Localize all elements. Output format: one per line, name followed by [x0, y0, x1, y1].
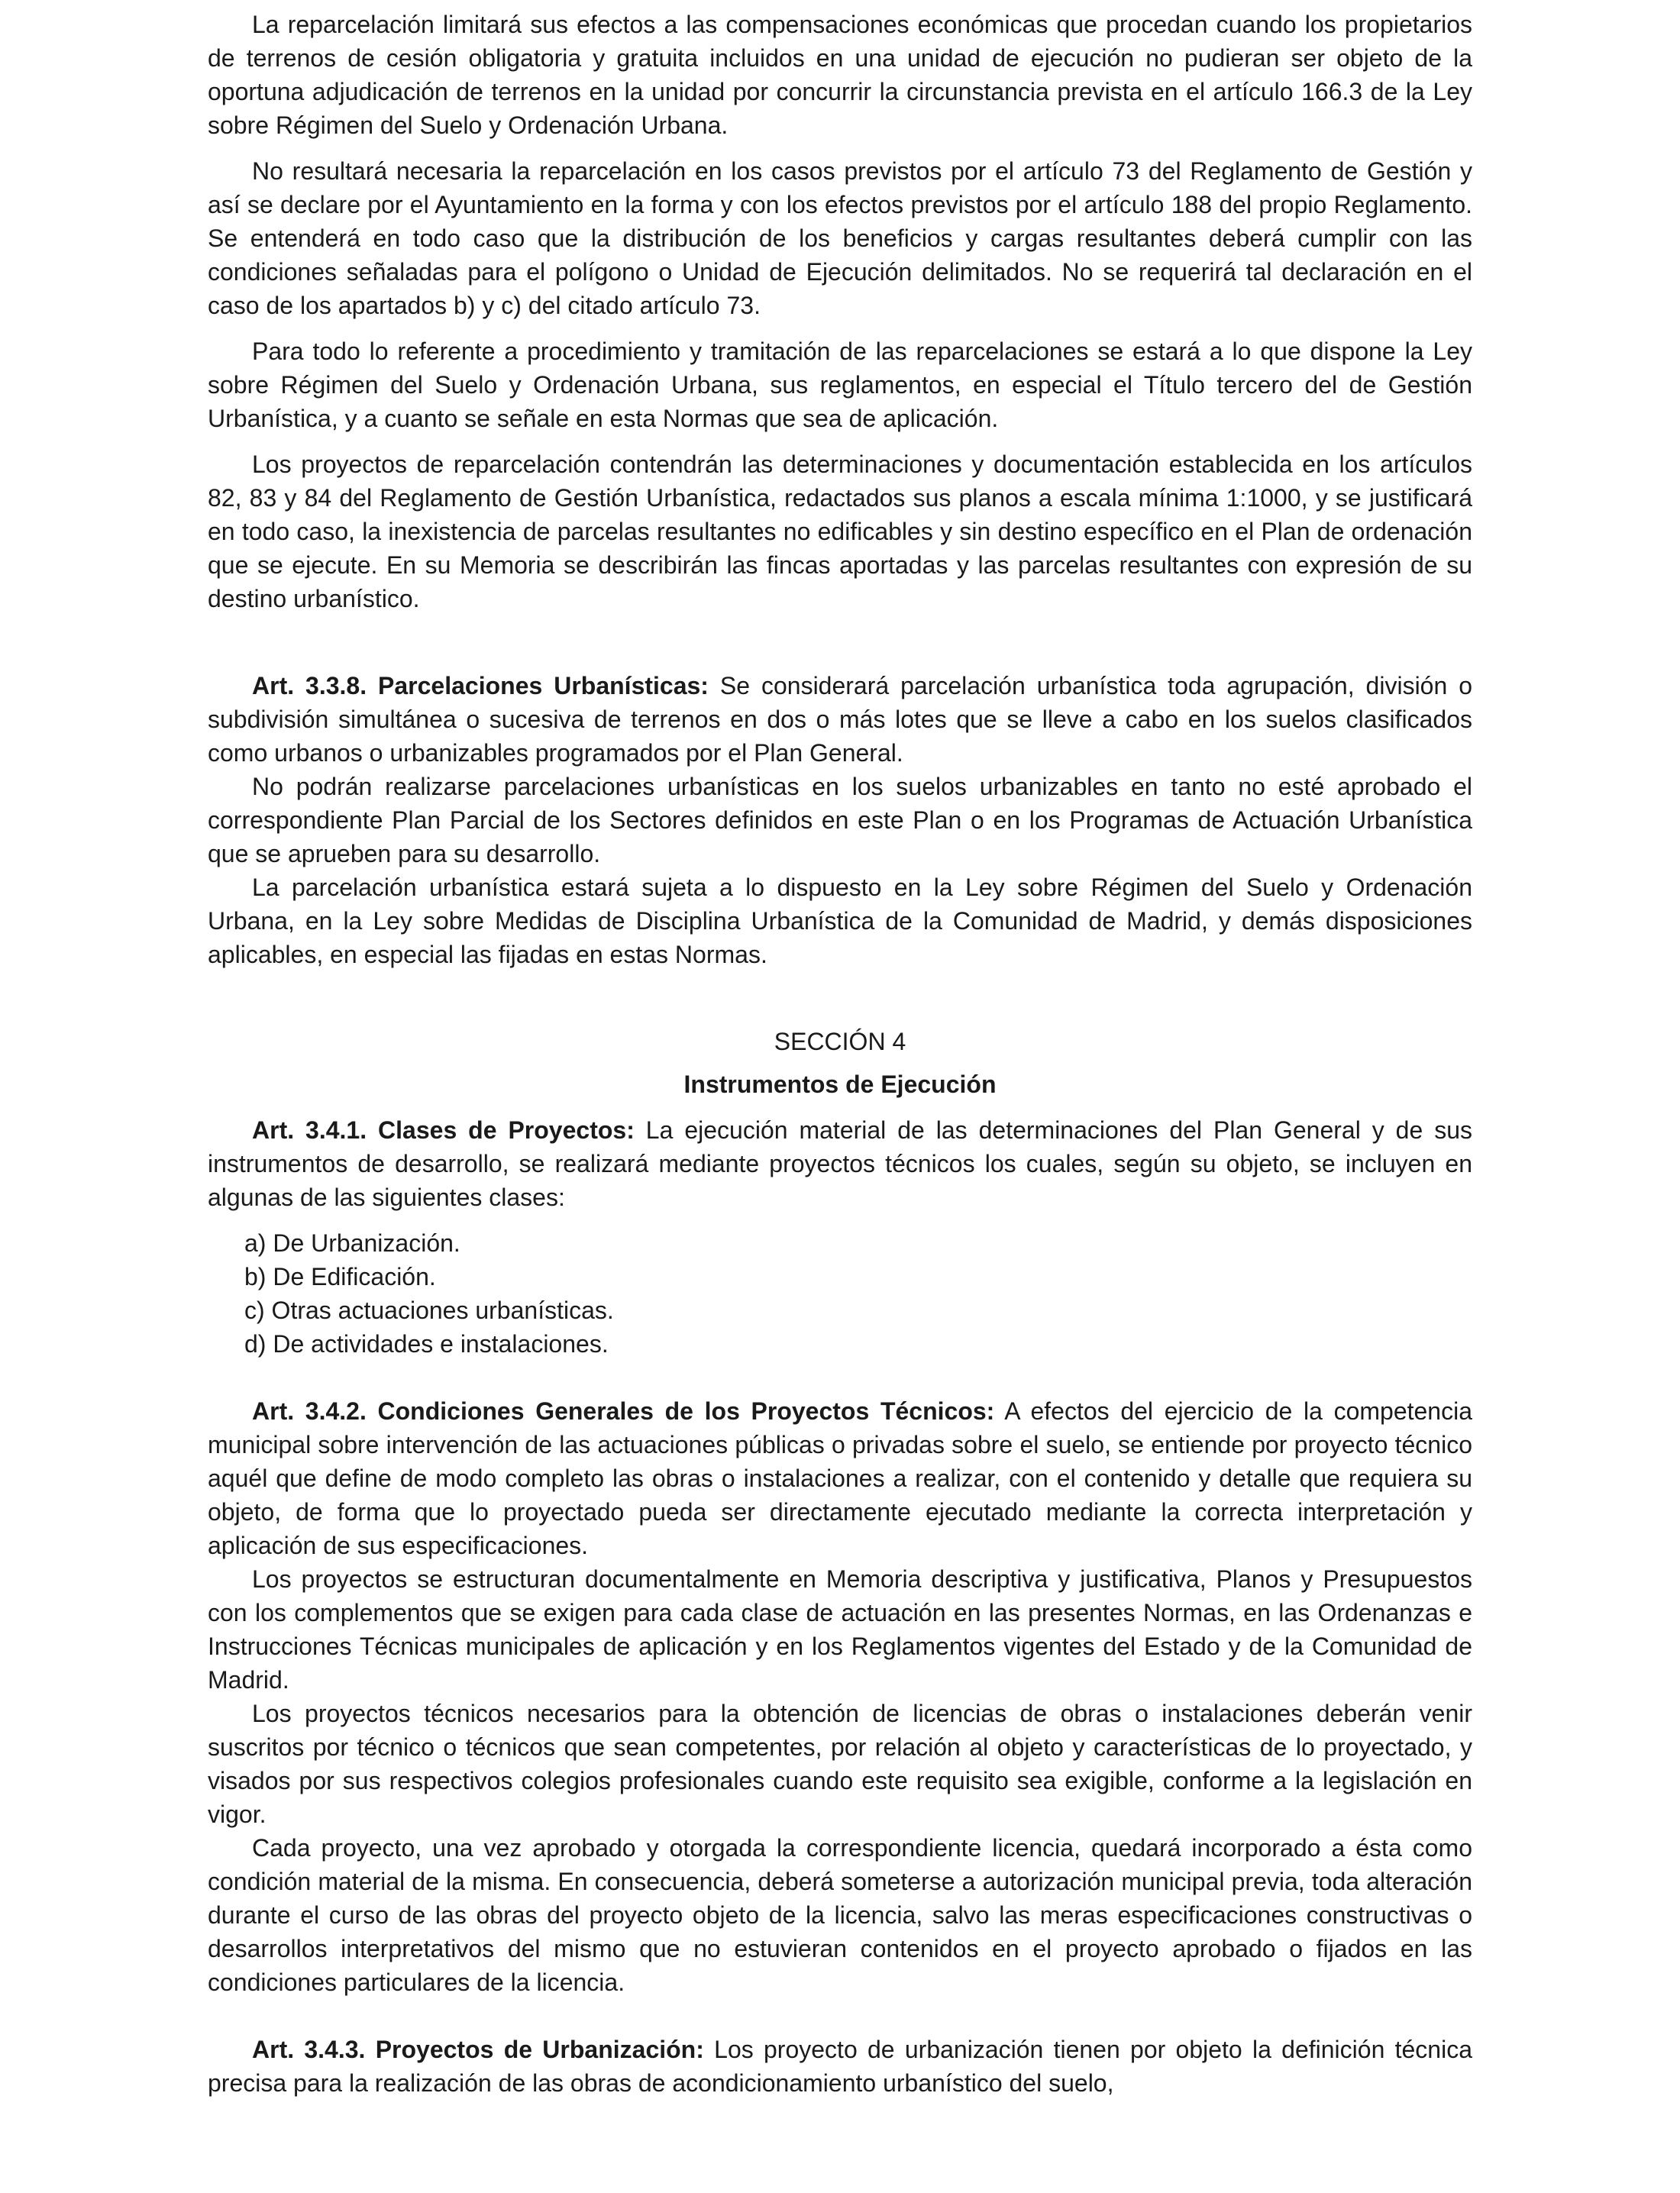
section-title: Instrumentos de Ejecución [683, 1071, 997, 1098]
list-item: d) De actividades e instalaciones. [244, 1330, 609, 1358]
list-item: a) De Urbanización. [244, 1229, 460, 1257]
article-body: Los proyecto de urbanización tienen por objeto la definición técnica precisa para la realización de las obras de acondicionamiento urbanístico del suelo, [208, 2036, 1473, 2097]
article-3-4-2 [208, 1394, 1472, 1562]
article-heading: Art. 3.3.8. Parcelaciones Urbanísticas: [252, 672, 709, 699]
paragraph-parcelacion-sujeta: La parcelación urbanística estará sujeta a lo dispuesto en la Ley sobre Régimen del Suelo y Ordenación Urbana, en la Ley sobre Medidas de Disciplina Urbanística de la Comunidad de Madrid, y demás disposiciones aplicables, en especial las fijadas en estas Normas. [208, 874, 1472, 968]
article-3-4-3 [208, 2033, 1472, 2100]
paragraph-reparcelacion-efectos: La reparcelación limitará sus efectos a las compensaciones económicas que procedan cuando los propietarios de terrenos de cesión obligatoria y gratuita incluidos en una unidad de ejecución no pudieran ser objeto de la oportuna adjudicación de terrenos en la unidad por concurrir la circunstancia prevista en el artículo 166.3 de la Ley sobre Régimen del Suelo y Ordenación Urbana. [208, 11, 1472, 139]
article-body: A efectos del ejercicio de la competencia municipal sobre intervención de las actuaciones públicas o privadas sobre el suelo, se entiende por proyecto técnico aquél que define de modo completo las obras o instalaciones a realizar, con el contenido y detalle que requiera su objeto, de forma que lo proyectado pueda ser directamente ejecutado mediante la correcta interpretación y aplicación de sus especificaciones. [208, 1397, 1473, 1559]
project-classes-list [208, 1226, 1472, 1361]
document-page [208, 8, 1472, 2100]
list-item: c) Otras actuaciones urbanísticas. [244, 1297, 614, 1324]
list-item: b) De Edificación. [244, 1263, 436, 1290]
article-body: La ejecución material de las determinaciones del Plan General y de sus instrumentos de desarrollo, se realizará mediante proyectos técnicos los cuales, según su objeto, se incluyen en algunas de las siguientes clases: [208, 1116, 1473, 1211]
article-heading: Art. 3.4.1. Clases de Proyectos: [252, 1116, 635, 1144]
paragraph-reparcelacion-procedimiento: Para todo lo referente a procedimiento y tramitación de las reparcelaciones se estará a lo que dispone la Ley sobre Régimen del Suelo y Ordenación Urbana, sus reglamentos, en especial el Título tercero del de Gestión Urbanística, y a cuanto se señale en esta Normas que sea de aplicación. [208, 338, 1472, 432]
paragraph-estructura-proyectos: Los proyectos se estructuran documentalmente en Memoria descriptiva y justificativa, Planos y Presupuestos con los complementos que se exigen para cada clase de actuación en las presentes Normas, en las Ordenanzas e Instrucciones Técnicas municipales de aplicación y en los Reglamentos vigentes del Estado y de la Comunidad de Madrid. [208, 1565, 1472, 1694]
article-body: Se considerará parcelación urbanística toda agrupación, división o subdivisión simultánea o sucesiva de terrenos en dos o más lotes que se lleve a cabo en los suelos clasificados como urbanos o urbanizables programados por el Plan General. [208, 672, 1473, 767]
paragraph-reparcelacion-proyectos: Los proyectos de reparcelación contendrán las determinaciones y documentación establecida en los artículos 82, 83 y 84 del Reglamento de Gestión Urbanística, redactados sus planos a escala mínima 1:1000, y se justificará en todo caso, la inexistencia de parcelas resultantes no edificables y sin destino específico en el Plan de ordenación que se ejecute. En su Memoria se describirán las fincas aportadas y las parcelas resultantes con expresión de su destino urbanístico. [208, 451, 1472, 612]
paragraph-proyecto-aprobado: Cada proyecto, una vez aprobado y otorgada la correspondiente licencia, quedará incorporado a ésta como condición material de la misma. En consecuencia, deberá someterse a autorización municipal previa, toda alteración durante el curso de las obras del proyecto objeto de la licencia, salvo las meras especificaciones constructivas o desarrollos interpretativos del mismo que no estuvieran contenidos en el proyecto aprobado o fijados en las condiciones particulares de la licencia. [208, 1834, 1472, 1996]
article-heading: Art. 3.4.3. Proyectos de Urbanización: [252, 2036, 704, 2063]
article-3-3-8 [208, 669, 1472, 770]
paragraph-proyectos-suscritos: Los proyectos técnicos necesarios para la obtención de licencias de obras o instalaciones deberán venir suscritos por técnico o técnicos que sean competentes, por relación al objeto y características de lo proyectado, y visados por sus respectivos colegios profesionales cuando este requisito sea exigible, conforme a la legislación en vigor. [208, 1700, 1472, 1828]
paragraph-parcelaciones-suelos-urbanizables: No podrán realizarse parcelaciones urbanísticas en los suelos urbanizables en tanto no esté aprobado el correspondiente Plan Parcial de los Sectores definidos en este Plan o en los Programas de Actuación Urbanística que se aprueben para su desarrollo. [208, 773, 1472, 867]
paragraph-reparcelacion-no-necesaria: No resultará necesaria la reparcelación en los casos previstos por el artículo 73 del Reglamento de Gestión y así se declare por el Ayuntamiento en la forma y con los efectos previstos por el artículo 188 del propio Reglamento. Se entenderá en todo caso que la distribución de los beneficios y cargas resultantes deberá cumplir con las condiciones señaladas para el polígono o Unidad de Ejecución delimitados. No se requerirá tal declaración en el caso de los apartados b) y c) del citado artículo 73. [208, 157, 1472, 319]
article-heading: Art. 3.4.2. Condiciones Generales de los Proyectos Técnicos: [252, 1397, 995, 1425]
section-number: SECCIÓN 4 [774, 1028, 906, 1055]
article-3-4-1 [208, 1113, 1472, 1214]
